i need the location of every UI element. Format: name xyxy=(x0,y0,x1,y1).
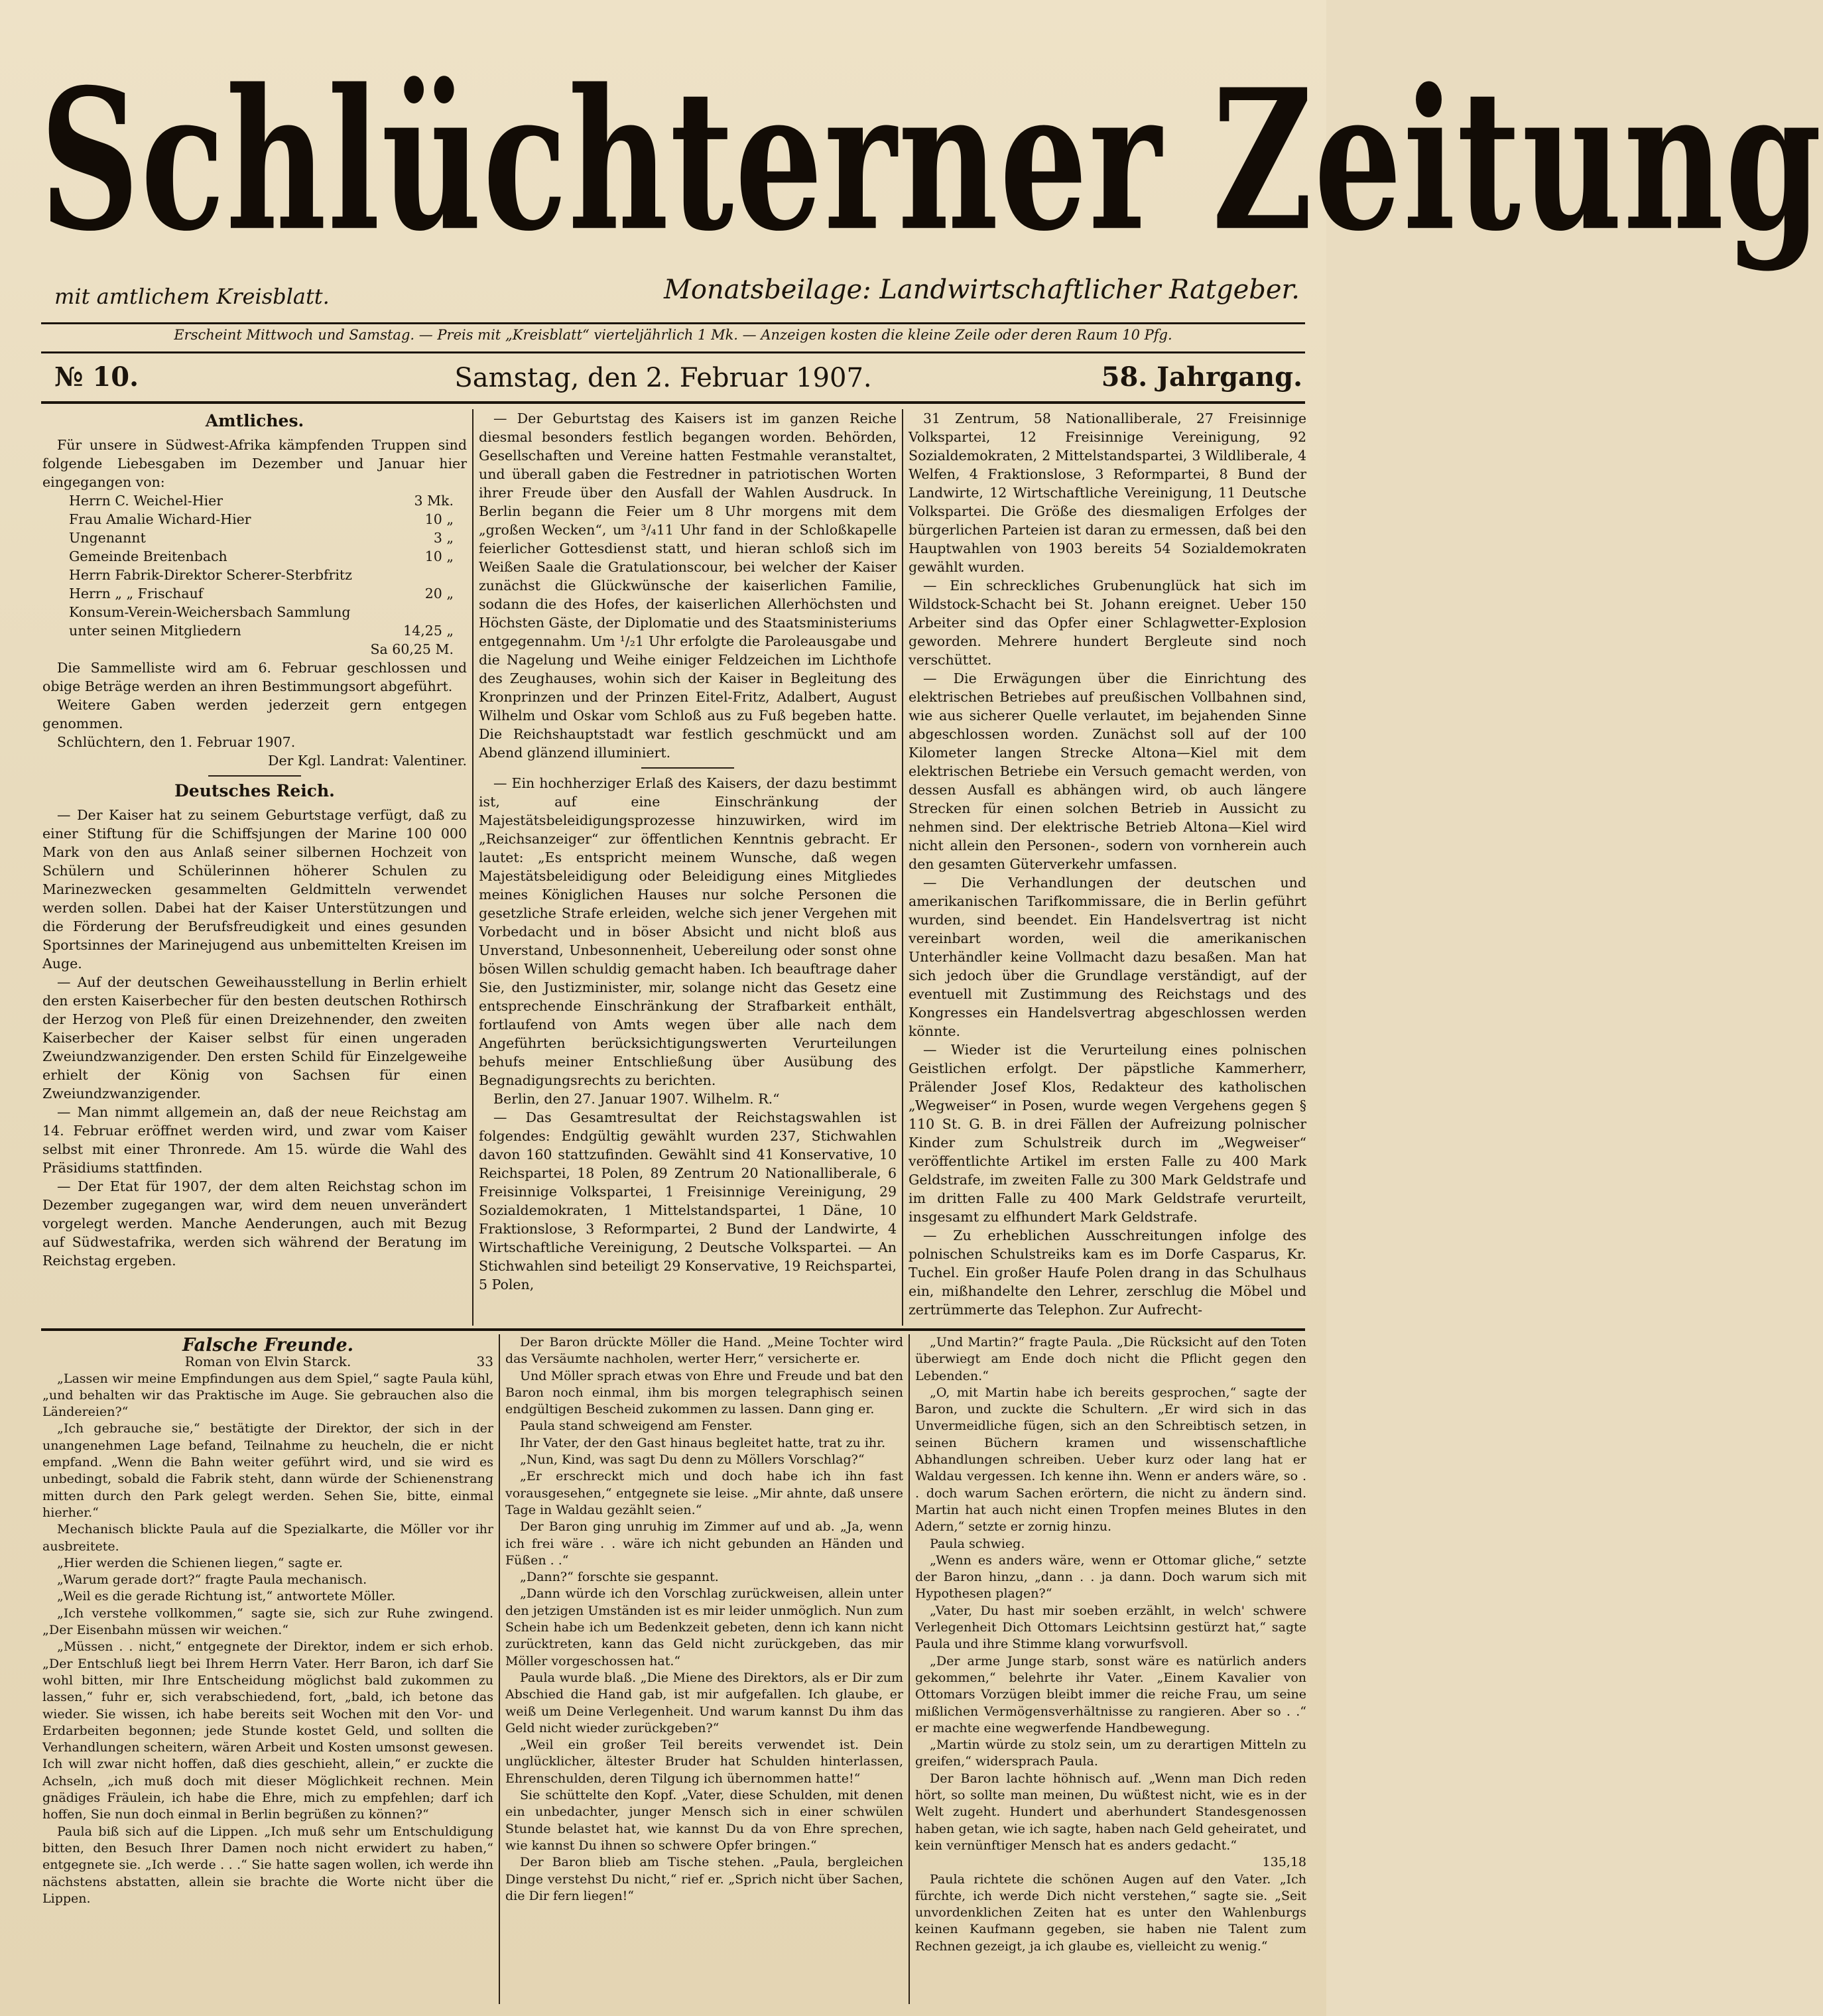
serial-paragraph: Mechanisch blickte Paula auf die Spezialkarte, die Möller vor ihr ausbreitete. xyxy=(42,1522,493,1554)
article-paragraph: — Ein schreckliches Grubenunglück hat sich im Wildstock-Schacht bei St. Johann ereignet. Ueber 150 Arbeiter sind das Opfer einer Schlagwetter-Explosion geworden. Mehrere hundert Bergleute sind noch verschüttet. xyxy=(909,578,1306,668)
article-paragraph: — Die Verhandlungen der deutschen und amerikanischen Tarifkommissare, die in Berlin geführt wurden, sind beendet. Ein Handelsvertrag ist nicht vereinbart worden, weil die amerikanischen Unterhändler keine Vollmacht dazu besaßen. Man hat sich jedoch über die Grundlage verständigt, auf der eventuell mit Zustimmung des Reichstags und des Kongresses ein Handelsvertrag abgeschlossen werden könnte. xyxy=(909,875,1306,1039)
reich-paragraph: — Der Kaiser hat zu seinem Geburtstage verfügt, daß zu einer Stiftung für die Schiffsjungen der Marine 100 000 Mark von den aus Anlaß seiner silbernen Hochzeit von Schülern und Schülerinnen höherer Schulen zu Marinezwecken gesammelten Geldmitteln verwendet werden sollen. Dabei hat der Kaiser Unterstützungen und die Förderung der Berufsfreudigkeit und eines gesunden Sportsinnes der Marinejugend aus unbemittelten Kreisen im Auge. xyxy=(42,807,467,972)
masthead-title: Schlüchterner Zeitung xyxy=(40,48,1823,275)
serial-paragraph: „Vater, Du hast mir soeben erzählt, in welch' schwere Verlegenheit Dich Ottomars Leichtsinn gestürzt hat,“ sagte Paula und ihre Stimme klang vorwurfsvoll. xyxy=(915,1603,1306,1652)
article-paragraph: 31 Zentrum, 58 Nationalliberale, 27 Freisinnige Volkspartei, 12 Freisinnige Vereinigung, 92 Sozialdemokraten, 2 Mittelstandspartei, 3 Wildliberale, 4 Welfen, 4 Fraktionslose, 3 Reformpartei, 8 Bund der Landwirte, 12 Wirtschaftliche Vereinigung, 11 Deutsche Volkspartei. Die Größe des diesmaligen Erfolges der bürgerlichen Parteien ist daran zu ermessen, daß bei den Hauptwahlen von 1903 bereits 54 Sozialdemokraten gewählt wurden. xyxy=(909,410,1306,575)
serial-paragraph: Ihr Vater, der den Gast hinaus begleitet hatte, trat zu ihr. xyxy=(520,1435,886,1450)
rule-feuilleton xyxy=(41,1328,1305,1331)
serial-paragraph: Der Baron blieb am Tische stehen. „Paula, bergleichen Dinge verstehst Du nicht,“ rief er. „Sprich nicht über Sachen, die Dir fern liegen!“ xyxy=(505,1855,903,1903)
volume-year: 58. Jahrgang. xyxy=(1101,361,1302,393)
amtliches-closing: Die Sammelliste wird am 6. Februar geschlossen und obige Beträge werden an ihren Bestimmungsort abgeführt. xyxy=(42,660,467,694)
serial-paragraph: „Nun, Kind, was sagt Du denn zu Möllers Vorschlag?“ xyxy=(520,1452,865,1468)
serial-paragraph: „Der arme Junge starb, sonst wäre es natürlich anders gekommen,“ belehrte ihr Vater. „Einem Kavalier von Ottomars Vorzügen bleibt immer die reiche Frau, um seine mißlichen Vermögensverhältnisse zu rangieren. Aber so . .“ er machte eine wegwerfende Handbewegung. xyxy=(915,1653,1306,1735)
section-rule xyxy=(208,775,301,777)
serial-paragraph: Paula wurde blaß. „Die Miene des Direktors, als er Dir zum Abschied die Hand gab, ist mir aufgefallen. Ich glaube, er weiß um Deine Verlegenheit. Und warum kannst Du ihm das Geld nicht wieder zurückgeben?“ xyxy=(505,1670,903,1735)
serial-column-2 xyxy=(505,1334,903,2004)
issue-date: Samstag, den 2. Februar 1907. xyxy=(454,363,872,393)
donation-row: Gemeinde Breitenbach 10 „ xyxy=(69,548,454,564)
serial-paragraph: „Wenn es anders wäre, wenn er Ottomar gliche,“ setzte der Baron hinzu, „dann . . ja dann. Doch warum sich mit Hypothesen plagen?“ xyxy=(915,1552,1306,1602)
serial-paragraph: „Weil ein großer Teil bereits verwendet ist. Dein unglücklicher, ältester Bruder hat Schulden hinterlassen, Ehrenschulden, deren Tilgung ich übernommen hatte!“ xyxy=(505,1737,903,1786)
serial-paragraph: Paula richtete die schönen Augen auf den Vater. „Ich fürchte, ich werde Dich nicht verstehen,“ sagte sie. „Seit unvordenklichen Zeiten hat es unter den Wahlenburgs keinen Kaufmann gegeben, sie haben nie Talent zum Rechnen gezeigt, ja ich glaube es, vielleicht zu wenig.“ xyxy=(915,1871,1306,1954)
serial-paragraph: Der Baron lachte höhnisch auf. „Wenn man Dich reden hört, so sollte man meinen, Du wüßtest nicht, wie es in der Welt zugeht. Hundert und aberhundert Standesgenossen haben getan, wie ich sagte, haben nach Geld geheiratet, und kein vernünftiger Mensch hat es anders gedacht.“ xyxy=(915,1771,1306,1853)
reich-paragraph: — Man nimmt allgemein an, daß der neue Reichstag am 14. Februar eröffnet werden wird, und zwar vom Kaiser selbst mit einer Thronrede. Am 15. würde die Wahl des Präsidiums stattfinden. xyxy=(42,1104,467,1176)
amtliches-more: Weitere Gaben werden jederzeit gern entgegen genommen. xyxy=(42,697,467,731)
article-paragraph: — Zu erheblichen Ausschreitungen infolge des polnischen Schulstreiks kam es im Dorfe Casparus, Kr. Tuchel. Ein großer Haufe Polen drang in das Schulhaus ein, mißhandelte den Lehrer, zerschlug die Möbel und zertrümmerte das Telephon. Zur Aufrecht- xyxy=(909,1228,1306,1318)
info-line: Erscheint Mittwoch und Samstag. — Preis mit „Kreisblatt“ vierteljährlich 1 Mk. — Anzeigen kosten die kleine Zeile oder deren Raum 10 Pfg. xyxy=(174,327,1172,343)
reich-paragraph: — Auf der deutschen Geweihausstellung in Berlin erhielt den ersten Kaiserbecher für den besten deutschen Rothirsch der Herzog von Pleß für einen Dreizehnender, den zweiten Kaiserbecher der Kaiser selbst für einen ungeraden Zweiundzwanzigender. Den ersten Schild für Einzelgeweihe erhielt der König von Sachsen für einen Zweiundzwanzigender. xyxy=(42,974,467,1102)
article-paragraph: — Die Erwägungen über die Einrichtung des elektrischen Betriebes auf preußischen Vollbahnen sind, wie aus sicherer Quelle verlautet, im bejahenden Sinne abgeschlossen worden. Zunächst soll auf der 100 Kilometer langen Strecke Altona—Kiel mit dem elektrischen Betriebe ein Versuch gemacht werden, von dessen Ausfall es abhängen wird, ob auch längere Strecken für einen solchen Betrieb in Aussicht zu nehmen sind. Der elektrische Betrieb Altona—Kiel wird nicht allein den Personen-, sodern von vornherein auch den gesamten Güterverkehr umfassen. xyxy=(909,670,1306,872)
serial-column-3 xyxy=(915,1334,1306,2004)
serial-paragraph: Paula biß sich auf die Lippen. „Ich muß sehr um Entschuldigung bitten, den Besuch Ihrer Damen noch nicht erwidert zu haben,“ entgegnete sie. „Ich werde . . .“ Sie hatte sagen wollen, ich werde ihn nächstens abstatten, allein sie brachte die Worte nicht über die Lippen. xyxy=(42,1824,493,1906)
subtitle-kreisblatt: mit amtlichem Kreisblatt. xyxy=(54,284,330,309)
amtliches-intro: Für unsere in Südwest-Afrika kämpfenden Truppen sind folgende Liebesgaben im Dezember und Januar hier eingegangen von: xyxy=(42,437,467,490)
serial-paragraph: „Und Martin?“ fragte Paula. „Die Rücksicht auf den Toten überwiegt am Ende doch nicht die Pflicht gegen den Lebenden.“ xyxy=(915,1335,1306,1383)
serial-paragraph: „Ich verstehe vollkommen,“ sagte sie, sich zur Ruhe zwingend. „Der Eisenbahn müssen wir weichen.“ xyxy=(42,1606,493,1638)
heading-amtliches: Amtliches. xyxy=(205,411,304,430)
rule-top xyxy=(41,322,1305,324)
column-3 xyxy=(909,409,1306,1323)
donation-row: Herrn Fabrik-Direktor Scherer-Sterbfritz xyxy=(69,567,352,583)
article-paragraph: — Ein hochherziger Erlaß des Kaisers, der dazu bestimmt ist, auf eine Einschränkung der Majestätsbeleidigungsprozesse hinzuwirken, wird im „Reichsanzeiger“ zur öffentlichen Kenntnis gebracht. Er lautet: „Es entspricht meinem Wunsche, daß wegen Majestätsbeleidigung oder Beleidigung eines Mitgliedes meines Königlichen Hauses nur solche Personen die gesetzliche Strafe erleiden, welche sich jener Vergehen mit Vorbedacht und in böser Absicht und nicht bloß aus Unverstand, Unbesonnenheit, Uebereilung oder sonst ohne bösen Willen schuldig gemacht haben. Ich beauftrage daher Sie, den Justizminister, mir, solange nicht das Gesetz eine entsprechende Einschränkung der Strafbarkeit enthält, fortlaufend von Amts wegen über alle nach dem Angeführten berücksichtigungswerten Verurteilungen behufs meiner Entschließung über Ausübung des Begnadigungsrechts zu berichten. xyxy=(479,775,897,1088)
serial-column-1 xyxy=(42,1334,493,2004)
donation-row: Konsum-Verein-Weichersbach Sammlung xyxy=(69,604,351,620)
column-divider xyxy=(472,409,473,1326)
amtliches-place-date: Schlüchtern, den 1. Februar 1907. xyxy=(57,734,296,750)
serial-paragraph: „Lassen wir meine Empfindungen aus dem Spiel,“ sagte Paula kühl, „und behalten wir das Praktische im Auge. Sie gebrauchen also die Ländereien?“ xyxy=(42,1371,493,1420)
rule-info xyxy=(41,351,1305,353)
serial-paragraph: Der Baron drückte Möller die Hand. „Meine Tochter wird das Versäumte nachholen, werter Herr,“ versicherte er. xyxy=(505,1335,903,1367)
serial-paragraph: „Hier werden die Schienen liegen,“ sagte er. xyxy=(57,1555,343,1570)
column-divider xyxy=(909,1334,910,2004)
donation-row: Herrn „ „ Frischauf 20 „ xyxy=(69,586,454,601)
donation-row: Herrn C. Weichel-Hier 3 Mk. xyxy=(69,493,454,509)
column-divider xyxy=(499,1334,500,2004)
donation-row: Frau Amalie Wichard-Hier 10 „ xyxy=(69,511,454,527)
serial-paragraph: „Weil es die gerade Richtung ist,“ antwortete Möller. xyxy=(57,1589,396,1604)
article-paragraph: Berlin, den 27. Januar 1907. Wilhelm. R.“ xyxy=(493,1091,780,1107)
serial-paragraph: „Ich gebrauche sie,“ bestätigte der Direktor, der sich in der unangenehmen Lage befand, Teilnahme zu heucheln, die er nicht empfand. „Wenn die Bahn weiter geführt wird, und sie wird es unbedingt, sobald die Fabrik steht, dann würde der Schienenstrang mitten durch den Park gelegt werden. Sehen Sie, bitte, einmal hierher.“ xyxy=(42,1421,493,1520)
serial-paragraph: „O, mit Martin habe ich bereits gesprochen,“ sagte der Baron, und zuckte die Schultern. „Er wird sich in das Unvermeidliche fügen, sich an den Schreibtisch setzen, in seinen Büchern kramen und wissenschaftliche Abhandlungen schreiben. Ueber kurz oder lang hat er Waldau vergessen. Ich kenne ihn. Wenn er anders wäre, so . . doch warum Sachen erörtern, die nicht zu ändern sind. Martin hat auch nicht einen Tropfen meines Blutes in den Adern,“ setzte er zornig hinzu. xyxy=(915,1385,1306,1535)
reich-paragraph: — Der Etat für 1907, der dem alten Reichstag schon im Dezember zugegangen war, wird dem neuen unverändert vorgelegt werden. Manche Aenderungen, auch mit Bezug auf Südwestafrika, werden sich während der Beratung im Reichstag ergeben. xyxy=(42,1178,467,1269)
rule-dateline xyxy=(41,401,1305,404)
section-rule xyxy=(641,767,734,769)
serial-paragraph: „Müssen . . nicht,“ entgegnete der Direktor, indem er sich erhob. „Der Entschluß liegt bei Ihrem Herrn Vater. Herr Baron, ich darf Sie wohl bitten, mir Ihre Entscheidung möglichst bald zukommen zu lassen,“ fuhr er, sich verabschiedend, fort, „bald, ich betone das wieder. Sie wissen, ich habe bereits seit Wochen mit den Vor- und Erdarbeiten begonnen; jede Stunde kostet Geld, und sollten die Verhandlungen scheitern, wären Arbeit und Kosten umsonst gewesen. Ich will zwar nicht hoffen, daß dies geschieht, allein,“ er zuckte die Achseln, „ich muß doch mit dieser Möglichkeit rechnen. Mein gnädiges Fräulein, ich habe die Ehre, mich zu empfehlen; darf ich hoffen, Sie nun doch einmal in Berlin begrüßen zu können?“ xyxy=(42,1639,493,1822)
serial-paragraph: Sie schüttelte den Kopf. „Vater, diese Schulden, mit denen ein unbedachter, junger Mensch sich in einer schwülen Stunde belastet hat, wie kannst Du da von Ehre sprechen, wie kannst Du ihnen so schwere Opfer bringen.“ xyxy=(505,1788,903,1853)
serial-paragraph: Und Möller sprach etwas von Ehre und Freude und bat den Baron noch einmal, ihm bis morgen telegraphisch seinen endgültigen Bescheid zukommen zu lassen. Dann ging er. xyxy=(505,1368,903,1417)
serial-paragraph: „Dann?“ forschte sie gespannt. xyxy=(520,1570,719,1585)
serial-paragraph: Der Baron ging unruhig im Zimmer auf und ab. „Ja, wenn ich frei wäre . . wäre ich nicht gebunden an Händen und Füßen . .“ xyxy=(505,1519,903,1568)
subtitle-monatsbeilage: Monatsbeilage: Landwirtschaftlicher Ratgeber. xyxy=(663,275,1300,305)
column-1 xyxy=(42,409,467,1323)
donation-total: Sa 60,25 M. xyxy=(370,641,454,657)
serial-marker: 135,18 xyxy=(1262,1855,1306,1870)
column-divider xyxy=(902,409,903,1326)
serial-paragraph: „Warum gerade dort?“ fragte Paula mechanisch. xyxy=(57,1572,367,1588)
issue-number: № 10. xyxy=(54,361,139,393)
heading-deutsches-reich: Deutsches Reich. xyxy=(174,781,335,800)
amtliches-signature: Der Kgl. Landrat: Valentiner. xyxy=(268,753,467,769)
donation-row: Ungenannt 3 „ xyxy=(69,530,454,546)
serial-paragraph: „Martin würde zu stolz sein, um zu derartigen Mitteln zu greifen,“ widersprach Paula. xyxy=(915,1737,1306,1769)
serial-paragraph: „Er erschreckt mich und doch habe ich ihn fast vorausgesehen,“ entgegnete sie leise. „Mir ahnte, daß unsere Tage in Waldau gezählt seien.“ xyxy=(505,1469,903,1517)
article-paragraph: — Wieder ist die Verurteilung eines polnischen Geistlichen erfolgt. Der päpstliche Kammerherr, Prälender Josef Klos, Redakteur des katholischen „Wegweiser“ in Posen, wurde wegen Vergehens gegen § 110 St. G. B. in drei Fällen der Aufreizung polnischer Kinder zum Schulstreik durch im „Wegweiser“ veröffentlichte Artikel im ersten Falle zu 400 Mark Geldstrafe, im zweiten Falle zu 300 Mark Geldstrafe und im dritten Falle zu 400 Mark Geldstrafe verurteilt, insgesamt zu elfhundert Mark Geldstrafe. xyxy=(909,1042,1306,1225)
article-paragraph: — Der Geburtstag des Kaisers ist im ganzen Reiche diesmal besonders festlich begangen worden. Behörden, Gesellschaften und Vereine hatten Festmahle veranstaltet, und überall gaben die Festredner in patriotischen Worten ihrer Freude über den Ausfall der Wahlen Ausdruck. In Berlin begann die Feier um 8 Uhr morgens mit dem „großen Wecken“, um ³/₄11 Uhr fand in der Schloßkapelle feierlicher Gottesdienst statt, und hieran schloß sich im Weißen Saale die Gratulationscour, bei welcher der Kaiser zunächst die Glückwünsche der kaiserlichen Familie, sodann die des Hofes, der kaiserlichen Allerhöchsten und Höchsten Gäste, der Diplomatie und des Staatsministeriums entgegennahm. Um ¹/₂1 Uhr erfolgte die Paroleausgabe und die Nagelung und Weihe einiger Feldzeichen im Lichthofe des Zeughauses, wohin sich der Kaiser in Begleitung des Kronprinzen und der Prinzen Eitel-Fritz, Adalbert, August Wilhelm und Oskar vom Schloß aus zu Fuß begeben hatte. Die Reichshauptstadt war festlich geschmückt und am Abend glänzend illuminiert. xyxy=(479,410,897,761)
serial-episode-number: 33 xyxy=(476,1354,493,1370)
serial-paragraph: „Dann würde ich den Vorschlag zurückweisen, allein unter den jetzigen Umständen ist es mir leider unmöglich. Nun zum Schein habe ich um Bedenkzeit gebeten, denn ich kann nicht zurücktreten, kann das Geld nicht zurückgeben, das mir Möller vorgeschossen hat.“ xyxy=(505,1586,903,1669)
serial-paragraph: Paula stand schweigend am Fenster. xyxy=(520,1418,753,1434)
column-2 xyxy=(479,409,897,1323)
serial-paragraph: Paula schwieg. xyxy=(930,1536,1025,1551)
serial-title: Falsche Freunde. xyxy=(182,1335,354,1355)
donation-row: unter seinen Mitgliedern 14,25 „ xyxy=(69,623,454,639)
article-paragraph: — Das Gesamtresultat der Reichstagswahlen ist folgendes: Endgültig gewählt wurden 237, Stichwahlen davon 160 stattzufinden. Gewählt sind 41 Konservative, 10 Reichspartei, 18 Polen, 89 Zentrum 20 Nationalliberale, 6 Freisinnige Volkspartei, 1 Freisinnige Vereinigung, 29 Sozialdemokraten, 1 Mittelstandspartei, 1 Däne, 10 Fraktionslose, 3 Reformpartei, 2 Bund der Landwirte, 4 Wirtschaftliche Vereinigung, 2 Deutsche Volkspartei. — An Stichwahlen sind beteiligt 29 Konservative, 19 Reichspartei, 5 Polen, xyxy=(479,1109,897,1292)
serial-subtitle: Roman von Elvin Starck. 33 xyxy=(184,1354,493,1370)
